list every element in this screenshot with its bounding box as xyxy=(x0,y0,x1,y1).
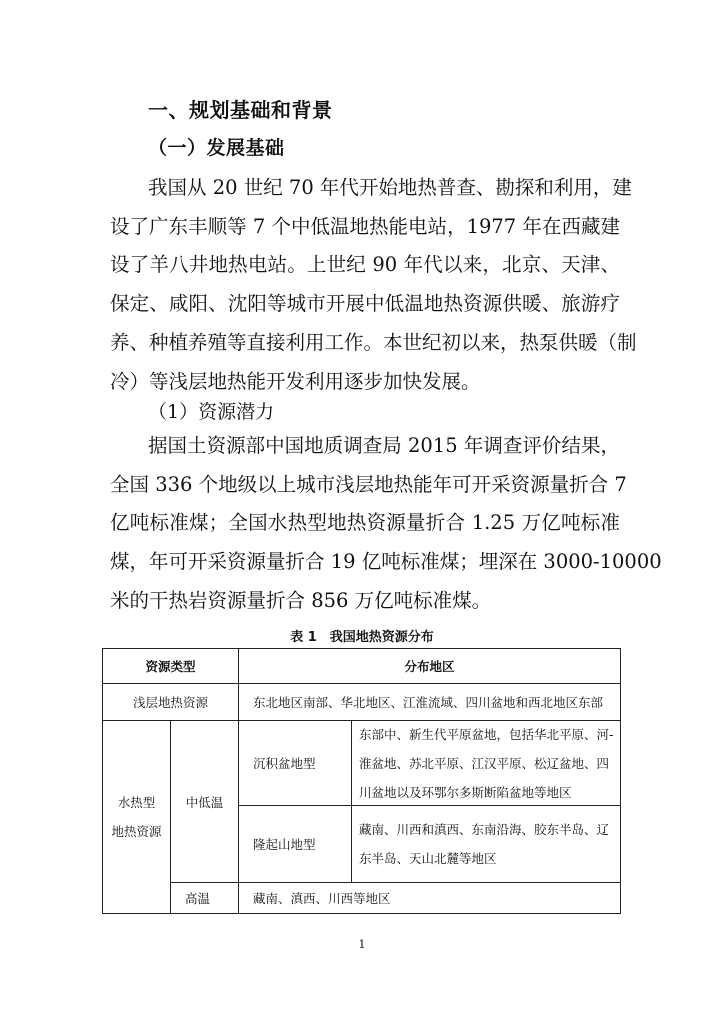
paragraph-line: 我国从 20 世纪 70 年代开始地热普查、勘探和利用，建 xyxy=(148,176,632,199)
header-distribution-region: 分布地区 xyxy=(404,659,455,674)
paragraph-line: 全国 336 个地级以上城市浅层地热能年可开采资源量折合 7 xyxy=(110,472,627,496)
paragraph-line: 煤，年可开采资源量折合 19 亿吨标准煤；埋深在 3000-10000 xyxy=(110,550,662,574)
paragraph-line: 冷）等浅层地热能开发利用逐步加快发展。 xyxy=(110,369,481,393)
page-number: 1 xyxy=(358,938,366,951)
sedimentary-basin-region xyxy=(359,721,620,805)
paragraph-resource-potential xyxy=(110,427,662,621)
paragraph-line: 设了羊八井地热电站。上世纪 90 年代以来，北京、天津、 xyxy=(110,253,620,277)
region-line: 东部中、新生代平原盆地，包括华北平原、河- xyxy=(359,726,614,742)
paragraph-line: 米的干热岩资源量折合 856 万亿吨标准煤。 xyxy=(110,588,492,612)
shallow-resource-type: 浅层地热资源 xyxy=(132,695,208,710)
high-temperature-region: 藏南、滇西、川西等地区 xyxy=(253,891,391,906)
shallow-resource-region: 东北地区南部、华北地区、江淮流域、四川盆地和西北地区东部 xyxy=(253,695,604,710)
hydrothermal-type-line: 水热型 xyxy=(117,795,156,810)
paragraph-line: 设了广东丰顺等 7 个中低温地热能电站，1977 年在西藏建 xyxy=(110,214,620,238)
paragraph-line: 保定、咸阳、沈阳等城市开展中低温地热资源供暖、旅游疗 xyxy=(110,292,620,316)
paragraph-line: 亿吨标准煤；全国水热型地热资源量折合 1.25 万亿吨标准 xyxy=(110,511,620,535)
paragraph-line: 养、种植养殖等直接利用工作。本世纪初以来，热泵供暖（制 xyxy=(110,330,637,354)
uplift-mountain-type: 隆起山地型 xyxy=(253,837,316,852)
uplift-mountain-region xyxy=(359,806,620,882)
region-line: 藏南、川西和滇西、东南沿海、胶东半岛、辽 xyxy=(359,822,610,837)
hydrothermal-type-line: 地热资源 xyxy=(111,824,162,839)
table-rule xyxy=(351,720,352,882)
subsection-heading: （一）发展基础 xyxy=(148,137,285,159)
paragraph-development-basis xyxy=(110,169,637,401)
paragraph-line: 据国土资源部中国地质调查局 2015 年调查评价结果， xyxy=(148,434,620,457)
region-line: 川盆地以及环鄂尔多斯断陷盆地等地区 xyxy=(359,784,572,800)
header-resource-type: 资源类型 xyxy=(145,659,196,674)
section-heading: 一、规划基础和背景 xyxy=(148,98,333,122)
mid-low-temperature: 中低温 xyxy=(185,794,224,810)
resource-potential-heading: （1）资源潜力 xyxy=(148,401,275,423)
region-line: 东半岛、天山北麓等地区 xyxy=(359,851,497,866)
sedimentary-basin-type: 沉积盆地型 xyxy=(253,756,316,771)
high-temperature-type: 高温 xyxy=(185,891,211,906)
region-line: 淮盆地、苏北平原、江汉平原、松辽盆地、四 xyxy=(359,755,610,771)
hydrothermal-resource-type xyxy=(103,721,170,913)
table-caption: 表 1 我国地热资源分布 xyxy=(290,630,434,645)
geothermal-distribution-table xyxy=(102,648,621,914)
